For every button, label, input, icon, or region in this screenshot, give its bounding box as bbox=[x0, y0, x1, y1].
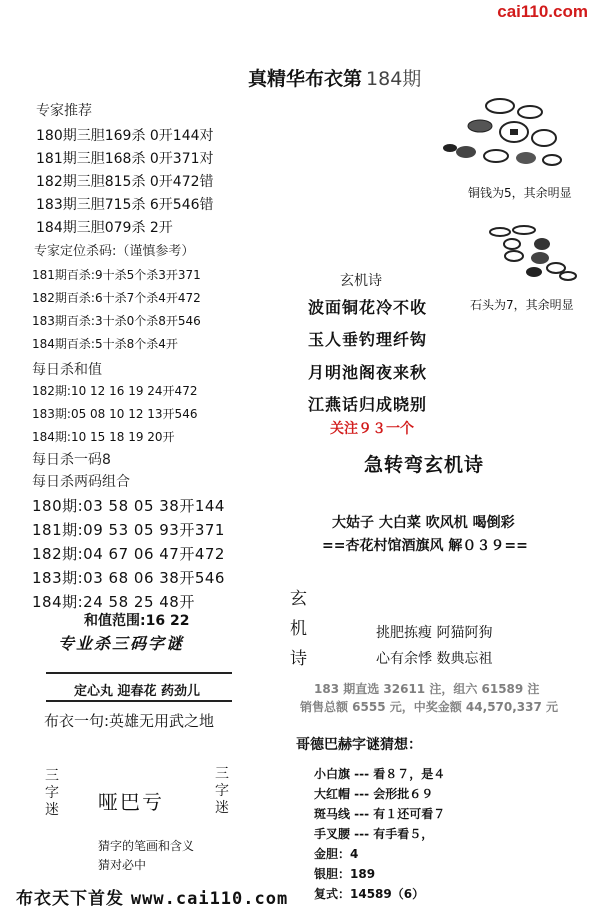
expert-line: 184期三胆079杀 2开 bbox=[36, 220, 173, 236]
two-code-line: 182期:04 67 06 47开472 bbox=[32, 545, 225, 563]
title-text: 真精华布衣第 bbox=[248, 68, 363, 90]
goethe-line: 大红帽 --- 会形批６９ bbox=[314, 787, 434, 801]
expert-line: 180期三胆169杀 0开144对 bbox=[36, 128, 214, 144]
stones-illustration bbox=[484, 218, 580, 284]
stone-icon bbox=[505, 251, 523, 261]
coins-caption: 铜钱为5，其余明显 bbox=[468, 186, 572, 200]
sum-line: 184期:10 15 18 19 20开 bbox=[32, 430, 175, 444]
expert-line: 183期三胆715杀 6开546错 bbox=[36, 197, 214, 213]
issue-number: 184期 bbox=[366, 68, 422, 90]
goethe-line: 手叉腰 --- 有手看５， bbox=[314, 827, 434, 841]
position-line: 181期百杀:9十杀5个杀3开371 bbox=[32, 268, 201, 282]
stone-icon bbox=[504, 239, 520, 249]
stone-icon bbox=[526, 267, 542, 277]
guess-note: 猜对必中 bbox=[98, 858, 147, 872]
two-code-line: 183期:03 68 06 38开546 bbox=[32, 569, 225, 587]
coin-icon bbox=[443, 144, 457, 152]
two-code-heading: 每日杀两码组合 bbox=[32, 474, 130, 490]
kill-one-code: 每日杀一码8 bbox=[32, 452, 111, 468]
stone-icon bbox=[513, 226, 535, 234]
divider-top bbox=[46, 672, 232, 674]
sum-heading: 每日杀和值 bbox=[32, 362, 102, 378]
turn-line: ==杏花村馆酒旗风 解０３９== bbox=[322, 538, 528, 554]
sum-range: 和值范围:16 22 bbox=[84, 613, 190, 629]
position-line: 182期百杀:6十杀7个杀4开472 bbox=[32, 291, 201, 305]
stone-icon bbox=[547, 263, 565, 273]
buyi-line: 布衣一句:英雄无用武之地 bbox=[44, 712, 215, 730]
goethe-line: 小白旗 --- 看８７，是４ bbox=[314, 767, 446, 781]
poem-line: 江燕话归成晓别 bbox=[308, 395, 428, 414]
stats-line: 183 期直选 32611 注，组六 61589 注 bbox=[314, 682, 540, 696]
guess-note: 猜字的笔画和含义 bbox=[98, 839, 195, 853]
coin-icon bbox=[543, 155, 561, 165]
footer-url[interactable]: www.cai110.com bbox=[130, 889, 289, 909]
sharp-turn-heading: 急转弯玄机诗 bbox=[364, 454, 485, 476]
poem-heading: 玄机诗 bbox=[340, 273, 382, 289]
goethe-line: 金胆：4 bbox=[314, 847, 359, 861]
pro-banner: 专业杀三码字谜 bbox=[58, 634, 185, 653]
goethe-heading: 哥德巴赫字谜猜想： bbox=[296, 737, 422, 753]
two-code-line: 181期:09 53 05 93开371 bbox=[32, 521, 225, 539]
goethe-line: 复式：14589（6） bbox=[314, 887, 425, 901]
expert-line: 181期三胆168杀 0开371对 bbox=[36, 151, 214, 167]
follow-note: 关注９３一个 bbox=[330, 421, 414, 437]
coin-icon bbox=[486, 99, 514, 113]
page-title bbox=[248, 64, 421, 91]
xuanji-side-line: 心有余悸 数典忘祖 bbox=[376, 651, 493, 667]
stats-line: 销售总额 6555 元，中奖金额 44,570,337 元 bbox=[300, 700, 559, 714]
coin-icon bbox=[456, 146, 476, 158]
two-code-line: 184期:24 58 25 48开 bbox=[32, 593, 195, 611]
footer bbox=[16, 884, 288, 909]
turn-line: 大姑子 大白菜 吹风机 喝倒彩 bbox=[332, 515, 515, 531]
coin-icon bbox=[532, 130, 556, 146]
goethe-line: 银胆：189 bbox=[314, 867, 376, 881]
position-line: 183期百杀:3十杀0个杀8开546 bbox=[32, 314, 201, 328]
stone-icon bbox=[534, 238, 550, 250]
footer-text: 布衣天下首发 bbox=[16, 889, 124, 909]
coin-icon bbox=[518, 106, 542, 118]
stones-caption: 石头为7，其余明显 bbox=[470, 298, 574, 312]
expert-heading: 专家推荐 bbox=[36, 103, 92, 119]
xuanji-vertical: 玄机诗 bbox=[290, 589, 309, 669]
coin-icon bbox=[468, 120, 492, 132]
stone-icon bbox=[531, 252, 549, 264]
two-code-line: 180期:03 58 05 38开144 bbox=[32, 497, 225, 515]
expert-line: 182期三胆815杀 0开472错 bbox=[36, 174, 214, 190]
riddle-vertical-right: 三字迷 bbox=[215, 766, 229, 816]
stone-icon bbox=[560, 272, 576, 280]
goethe-line: 斑马线 --- 有１还可看７ bbox=[314, 807, 446, 821]
sum-line: 183期:05 08 10 12 13开546 bbox=[32, 407, 198, 421]
coin-icon bbox=[516, 152, 536, 164]
riddle-vertical-left: 三字迷 bbox=[45, 768, 59, 818]
divider-bottom bbox=[46, 700, 232, 702]
coins-illustration bbox=[440, 90, 580, 170]
poem-line: 玉人垂钓理纤钩 bbox=[308, 330, 428, 349]
poem-line: 波面铜花冷不收 bbox=[308, 298, 428, 317]
poem-line: 月明池阁夜来秋 bbox=[308, 363, 428, 382]
position-heading: 专家定位杀码:（谨慎参考） bbox=[34, 244, 195, 259]
riddle-answer: 哑巴亏 bbox=[98, 790, 164, 814]
position-line: 184期百杀:5十杀8个杀4开 bbox=[32, 337, 178, 351]
heart-line: 定心丸 迎春花 药劲儿 bbox=[74, 684, 201, 699]
stone-icon bbox=[490, 228, 510, 236]
sum-line: 182期:10 12 16 19 24开472 bbox=[32, 384, 198, 398]
site-logo: cai110.com bbox=[497, 2, 588, 21]
coin-icon bbox=[484, 150, 508, 162]
xuanji-side-line: 挑肥拣瘦 阿猫阿狗 bbox=[376, 625, 493, 641]
